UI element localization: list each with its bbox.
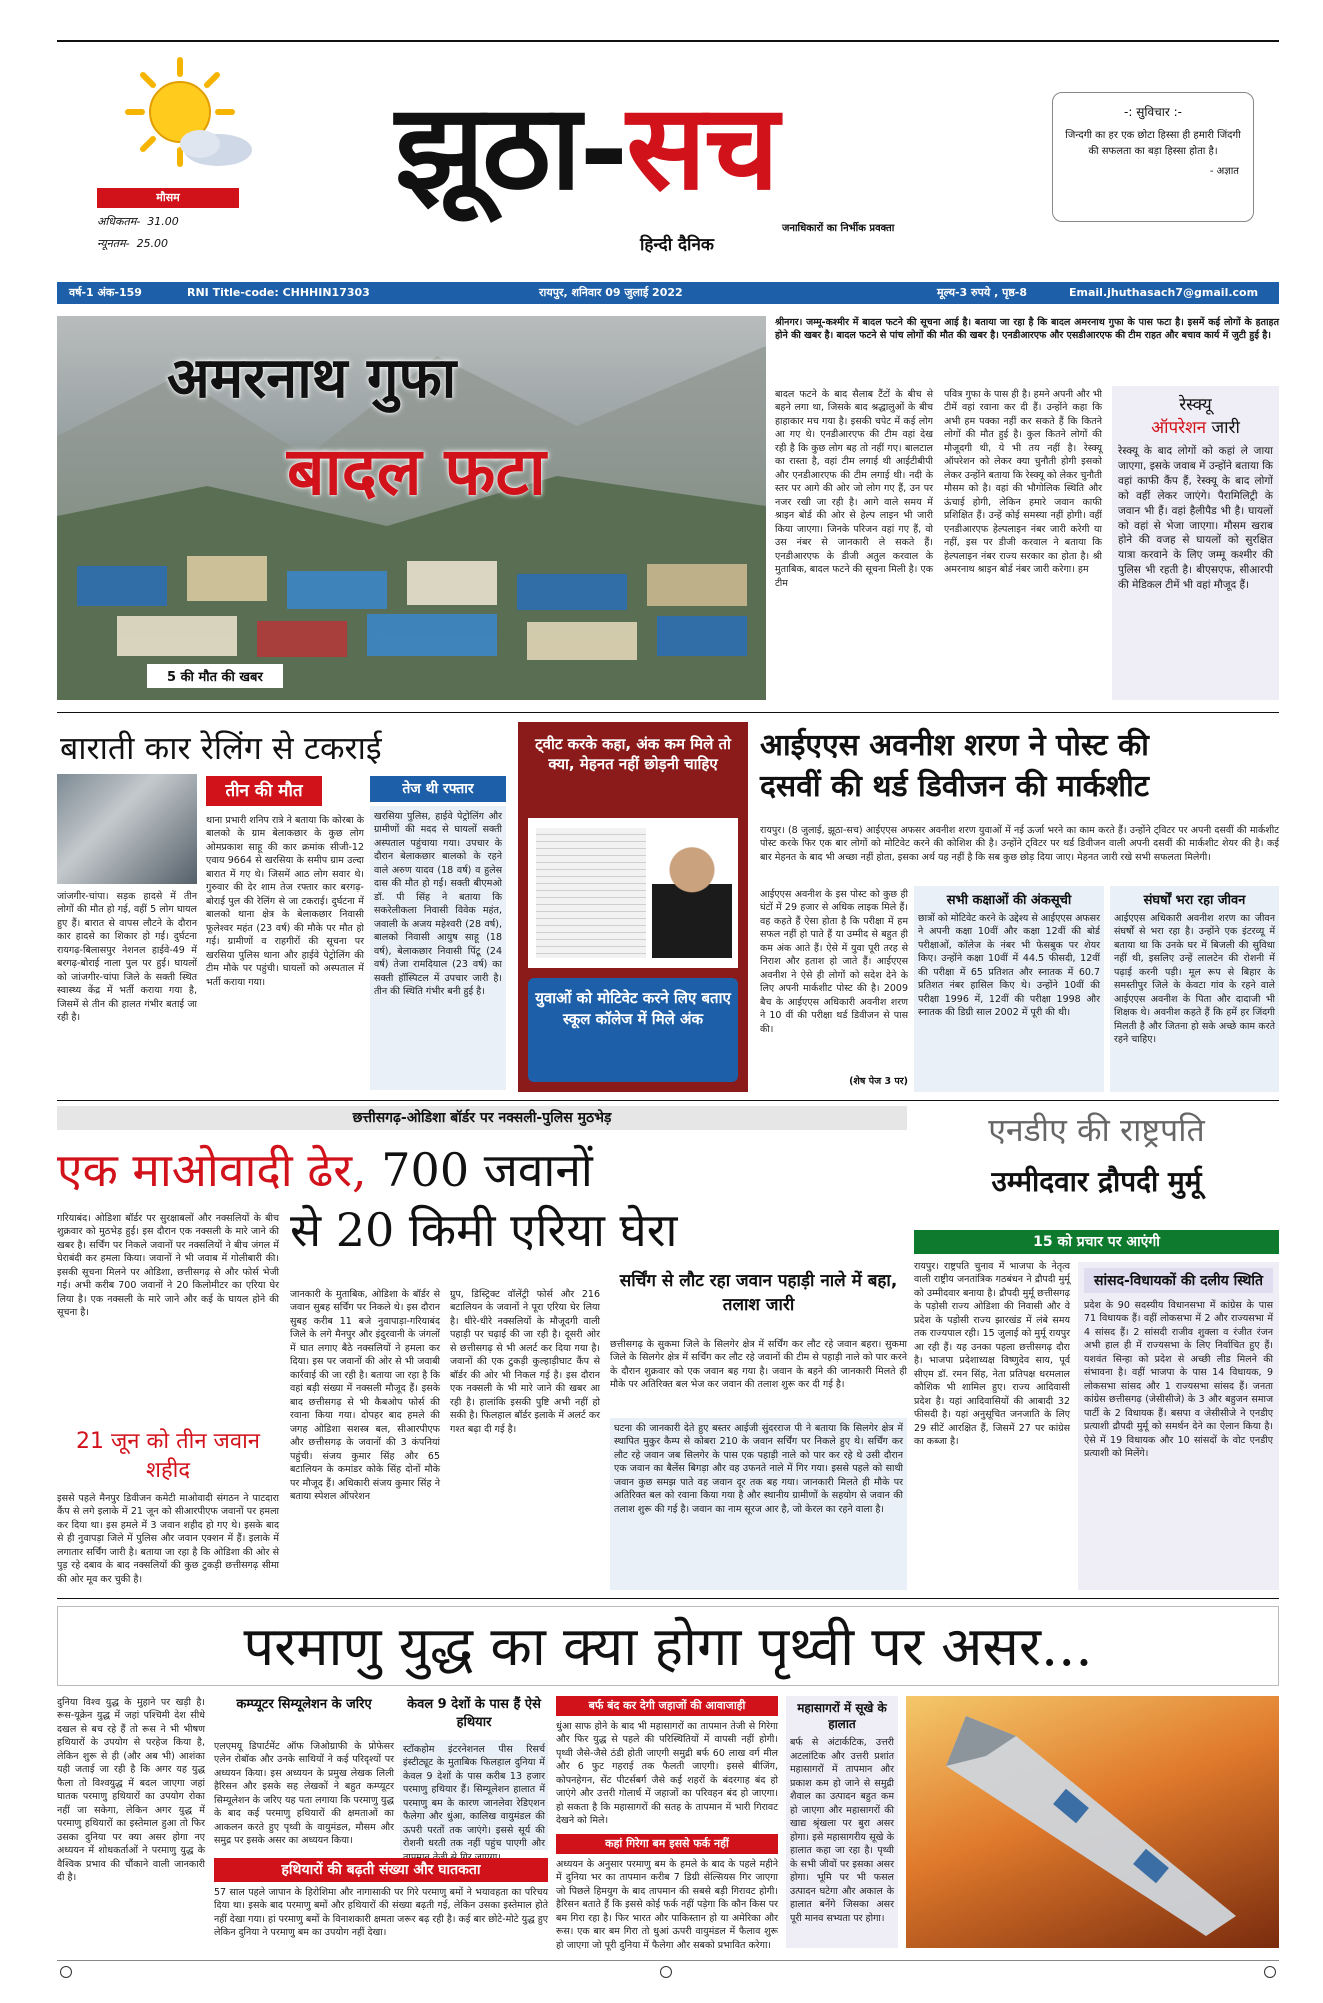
jawan-box — [610, 1418, 907, 1590]
thought-box — [1052, 92, 1254, 222]
thought-text: जिन्दगी का हर एक छोटा हिस्सा ही हमारी जिंदगी की सफलता का बड़ा हिस्सा होता है। — [1065, 130, 1241, 157]
nuclear-sub2-text: स्टॉकहोम इंटरनेशनल पीस रिसर्च इंस्टीट्यूट के मुताबिक फिलहाल दुनिया में केवल 9 देशों के पास करीब 13 हजार परमाणु हथियार हैं। सिम्यूलेशन हालात में परमाणु बम के कारण जानलेवा रेडिएशन फैलेगा और धुंआ, कालिख वायुमंडल की ऊपरी परतों तक जाएंगे। इससे सूर्य की रोशनी धरती तक नहीं पहुंच पाएगी और — [403, 1744, 545, 1850]
car-col-1: जांजगीर-चांपा। सड़क हादसे में तीन लोगों की मौत हो गई, वहीं 5 लोग घायल हुए हैं। बारात से वापस लौटने के दौरान कार हादसे का शिकार हो गई। दुर्घटना रायगढ़-बिलासपुर नेशनल हाईवे-49 में बरगढ़-बोराई नाला पुल पर हुई। घायलों को जांजगीर-चांपा जिले के सक्ती स्थित स्वास्थ्य केंद्र में भर्ती कराया गया है, जिसमें से तीन की हालत गंभीर बताई जा रही है। — [57, 891, 197, 1024]
nuclear-sub6-text: बर्फ से अंटार्कटिक, उत्तरी अटलांटिक और उत्तरी प्रशांत महासागरों में तापमान और प्रकाश कम हो जाने से समुद्री शैवाल का उत्पादन बहुत कम हो जाएगा और महासागरों की खाद्य श्रृंखला पर बुरा असर होगा। इसे महासागरीय सूखे के हालात कहा जा रहा है। पृथ्वी के सभी जीवों पर इसका असर होगा। भूमि पर भी फसल उत्पादन घटेगा और अकाल के हालात बनेंगे जिसका असर पूरी मानव सभ्यता पर होगा। — [790, 1737, 894, 1924]
marksheet-photo — [528, 818, 738, 968]
lead-col-1: बादल फटने के बाद सैलाब टैंटों के बीच से बहने लगा था, जिसके बाद श्रद्धालुओं के बीच हाहाकार मच गया है। इसकी चपेट में कई लोग आ गए थे। एनडीआरएफ की टीम वहां देख रही है कि कुछ लोग बह तो नहीं गए। बालटाल का रास्ता है, वहां टीम लगाई थी आईटीबीपी और एनडीआरएफ की टीम लगाई थी। नदी के स्तर पर आगे की ओर जो लोग गए हैं, उन पर नजर रखी जा रही है। आगे वाले समय में श्राइन बोर्ड की ओर से हेल्प लाइन भी जारी किया जाएगा। जिनके परिजन वहां गए हैं, वो उस नंबर से जानकारी ले सकते हैं। एनडीआरएफ के डीजी अतुल करवाल के मुताबिक, बादल फटने की सूचना मिली है। एक टीम — [775, 389, 933, 589]
rescue-title-1: रेस्क्यू — [1179, 395, 1212, 415]
lead-col-2: पवित्र गुफा के पास ही है। हमने अपनी और भी टीमें वहां रवाना कर दी हैं। उन्होंने कहा कि अभी हम पक्का नहीं कर सकते हैं कि कितने लोगों की मौत हुई है। कुल कितने लोगों की मौजूदगी थी, ये भी तय नहीं है। रेस्क्यू ऑपरेशन को लेकर क्या चुनौती होगी इसको लेकर उन्होंने बताया कि रेस्क्यू को लेकर चुनौती मौसम को है। वहां की भौगोलिक स्थिति और ऊंचाई होगी, लेकिन हमारे जवान काफी प्रशिक्षित हैं। उन्हें कोई समस्या नहीं होगी। वहीं एनडीआरएफ हेल्पलाइन नंबर जारी करेगी या नहीं, इस पर डीजी करवाल ने बताया कि हेल्पलाइन नंबर राज्य सरकार का होता है। श्री अमरनाथ श्राइन बोर्ड नंबर जारी करेगा। हम — [944, 389, 1102, 576]
maoist-mid-col-2: ग्रुप, डिस्ट्रिक्ट वॉलेंट्री फोर्स और 216 बटालियन के जवानों ने पूरा एरिया घेर लिया है। धीरे-धीरे नक्सलियों के मौजूदगी वाली पहाड़ी पर चढ़ाई की जा रही है। दूसरी ओर से छत्तीसगढ़ से भी अलर्ट कर दिया गया है। जवानों की एक टुकड़ी कुल्हाड़ीघाट कैंप से बॉर्डर की ओर भी निकल गई है। इस दौरान एक नक्सली के भी मारे जाने की खबर आ रही है। हालांकि इसकी पुष्टि अभी नहीं हो सकी है। फिलहाल बॉर्डर इलाके में अलर्ट कर गश्त बढ़ा दी गई है। — [450, 1289, 600, 1435]
car-col-2: थाना प्रभारी शनिप रात्रे ने बताया कि कोरबा के बालको के ग्राम बेलाकछार के कुछ लोग ओमप्रकाश साहू की कार क्रमांक सीजी-12 एवाय 9664 से खरसिया के समीप ग्राम उल्दा बारात में गए थे। जिसमें आठ लोग सवार थे। गुरुवार की देर शाम तेज रफ्तार कार बरगढ़-बोराई पुल की रेलिंग से जा टकराई। दुर्घटना में बालको थाना क्षेत्र के बेलाकछार निवासी फूलेश्वर महंत (23 वर्ष) की मौके पर मौत हो गई। ग्रामीणों व राहगीरों की सूचना पर खरसिया पुलिस थाना और हाईवे पेट्रोलिंग की टीम मौके पर पहुंची। घायलों को अस्पताल में भर्ती कराया गया। — [206, 815, 364, 988]
jawan-text-1: छत्तीसगढ़ के सुकमा जिले के सिलगेर क्षेत्र में सर्चिंग कर लौट रहे जवान बहरा। सुकमा जिले के सिलगेर क्षेत्र में सर्चिंग कर लौट रहे जवानों की टीम से पहाड़ी नाले को पार करने के दौरान शुक्रवार को एक जवान बह गया है। जवान के बहने की जानकारी मिलते ही मौके पर अतिरिक्त बल भेज कर जवान की तलाश शुरू कर दी गई है। — [610, 1339, 907, 1391]
nuclear-sub3-title: हथियारों की बढ़ती संख्या और घातकता — [214, 1858, 548, 1882]
nda-headline-1: एनडीए की राष्ट्रपति — [988, 1111, 1205, 1149]
jawan-title: सर्चिंग से लौट रहा जवान पहाड़ी नाले में बहा, तलाश जारी — [619, 1271, 898, 1315]
ias-sub1-box — [914, 886, 1104, 1092]
thought-title: -: सुविचार :- — [1124, 105, 1182, 119]
top-rule — [57, 40, 1279, 42]
ias-col-1: आईएएस अवनीश के इस पोस्ट को कुछ ही घंटों में 29 हजार से अधिक लाइक मिले हैं। वह कहते हैं ऐसा होता है कि परीक्षा में हम सफल नहीं हो पाते हैं या उम्मीद से बहुत ही कम अंक आते हैं। ऐसे में युवा पूरी तरह से निराश और हताश हो जाते हैं। आईएएस अवनीश ने ऐसे ही लोगों को सदेश देने के लिए अपनी मार्कशीट पोस्ट की है। 2009 बैच के आईएएस अधिकारी अवनीश शरण ने 10 वीं की परीक्षा थर्ड डिवीजन से पास की। — [760, 889, 908, 1035]
nuclear-sub4-text: धुंआ साफ होने के बाद भी महासागरों का तापमान तेजी से गिरेगा और फिर युद्ध से पहले की परिस्थितियों में वापसी नहीं होगी। पृथ्वी जैसे-जैसे ठंडी होती जाएगी समुद्री बर्फ 60 लाख वर्ग मील और 6 फुट गहराई तक फैलती जाएगी। इससे बीजिंग, कोपनहेगन, सेंट पीटर्सबर्ग जैसे कई शहरों के बंदरगाह बंद हो जाएंगे और उत्तरी गोलार्ध में जहाजों का परिवहन बंद हो जाएगा। हो सकता है कि महासागरों की सतह के तापमान में भारी गिरावट देखने को मिले। — [556, 1721, 778, 1827]
car-crash-photo — [57, 774, 197, 884]
registration-mark-center-icon — [660, 1966, 672, 1978]
nuclear-sub3-text: 57 साल पहले जापान के हिरोशिमा और नागासाकी पर गिरे परमाणु बमों ने भयावहता का परिचय दिया था। इसके बाद परमाणु बमों और हथियारों की संख्या बढ़ती गई, लेकिन उसका इस्तेमाल होते नहीं देखा गया। हां परमाणु बमों के विनाशकारी क्षमता जरूर बढ़ रही है। कई बार छोटे-मोटे युद्ध हुए लेकिन दुनिया ने परमाणु बम का उपयोग नहीं देखा। — [214, 1887, 548, 1939]
ias-headline-1: आईएएस अवनीश शरण ने पोस्ट की — [760, 728, 1149, 763]
weather-sun-cloud-icon — [100, 52, 260, 182]
price: मूल्य-3 रुपये , पृष्ठ-8 — [937, 286, 1028, 299]
weather-max: अधिकतम- 31.00 — [97, 215, 179, 228]
email: Email.jhuthasach7@gmail.com — [1069, 286, 1259, 299]
nda-headline-2: उम्मीदवार द्रौपदी मुर्मू — [991, 1165, 1202, 1198]
ias-sub1-title: सभी कक्षाओं की अंकसूची — [946, 893, 1072, 908]
ias-continued: (शेष पेज 3 पर) — [849, 1076, 908, 1087]
tweet-box — [518, 722, 748, 1092]
car-headline: बाराती कार रेलिंग से टकराई — [60, 729, 382, 767]
car-col-3: खरसिया पुलिस, हाईवे पेट्रोलिंग और ग्रामीणों की मदद से घायलों सक्ती अस्पताल पहुंचाया गया। उपचार के दौरान बेलाकछार बालको के रहने वाले अरुण यादव (18 वर्ष) व हुलेस दास की मौत हो गई। सक्ती बीएमओ डॉ. पी सिंह ने बताया कि सकरेलीकला निवासी विवेक महंत, जवाली के अजय महेश्वरी (28 वर्ष), बालको निवासी आयुष साहू (18 वर्ष), बेलाकछार निवासी पिंटू (24 वर्ष) तेजा रामदियाल (23 वर्ष) का सक्ती हॉस्पिटल में उपचार जारी है। तीन की स्थिति गंभीर बनी हुई है। — [374, 811, 502, 998]
nda-side-text: प्रदेश के 90 सदस्यीय विधानसभा में कांग्रेस के पास 71 विधायक हैं। वहीं लोकसभा में 2 और राज्यसभा में 4 सांसद हैं। 2 सांसदी राजीव शुक्ला व रंजीत रंजन अभी हाल ही में राज्यसभा के लिए निर्वाचित हुए हैं। यशवंत सिन्हा को प्रदेश से अच्छी लीड मिलने की संभावना है। वहीं भाजपा के पास 14 विधायक, 9 लोकसभा सांसद और 1 राज्यसभा सांसद हैं। जनता कांग्रेस छत्तीसगढ़ (जेसीसीजे) के 3 और बहुजन समाज पार्टी के 2 विधायक हैं। बसपा व जेसीसीजे ने एनडीए प्रत्याशी द्रौपदी मुर्मू को समर्थन देने का ऐलान किया है। ऐसे में 19 विधायक और 10 सांसदों के वोट एनडीए प्रत्याशी को मिलेंगे। — [1084, 1300, 1273, 1460]
rni-code: RNI Title-code: CHHHIN17303 — [187, 286, 370, 299]
rescue-title-2: ऑपरेशन — [1151, 418, 1207, 438]
nda-tag: 15 को प्रचार पर आएंगी — [914, 1230, 1279, 1254]
nuclear-col-1: दुनिया विश्व युद्ध के मुहाने पर खड़ी है। रूस-यूक्रेन युद्ध में जहां पश्चिमी देश सीधे दखल से बच रहे हैं तो रूस ने भी भीषण हथियारों के उपयोग से परहेज किया है, लेकिन शुरू से ही (और अब भी) आशंका यही जताई जा रही है कि अगर यह युद्ध फैला तो विश्वयुद्ध में बदल जाएगा जहां घातक परमाणु हथियारों का उपयोग रोका नहीं जा सकेगा, लेकिन अगर युद्ध में परमाणु हथियारों का इस्तेमाल हुआ तो फिर उसका दुनिया पर क्या असर होगा नए अध्ययन में शोधकर्ताओं ने परमाणु युद्ध के वैश्विक प्रभाव की चौंकाने वाली जानकारी दी है। — [57, 1697, 205, 1884]
ias-sub2-box — [1110, 886, 1279, 1092]
dateline: रायपुर, शनिवार 09 जुलाई 2022 — [539, 286, 683, 299]
lead-photo — [57, 316, 766, 700]
masthead-tagline: जनाधिकारों का निर्भीक प्रवक्ता — [782, 223, 895, 234]
maoist-left-col-2: इससे पहले मैनपुर डिवीजन कमेटी माओवादी संगठन ने पाटदारा कैंप से लगे इलाके में 21 जून को सीआरपीएफ जवानों पर हमला कर दिया था। इस हमले में 3 जवान शहीद हो गए थे। इसके बाद से ही नुवापड़ा जिले में पुलिस और जवान एक्शन में हैं। इलाके में लगातार सर्चिंग जारी है। बताया जा रहा है कि ओडिशा की ओर से पुड़ रहे दबाव के बाद नक्सलियों की कुछ टुकड़ी छत्तीसगढ़ सीमा की ओर मूव कर चुकी है। — [57, 1493, 279, 1585]
registration-mark-left-icon — [60, 1966, 72, 1978]
maoist-headline-1: एक माओवादी ढेर, 700 जवानों — [57, 1143, 593, 1197]
tweet-bottom: युवाओं को मोटिवेट करने लिए बताए स्कूल कॉलेज में मिले अंक — [528, 978, 738, 1082]
section-rule-1 — [57, 712, 1279, 713]
nuclear-sub1-title: कम्प्यूटर सिम्यूलेशन के जरिए — [236, 1697, 372, 1712]
jawan-text-2: घटना की जानकारी देते हुए बस्तर आईजी सुंदरराज पी ने बताया कि सिलगेर क्षेत्र में स्थापित मुकुर कैम्प से कोबरा 210 के जवान सर्चिंग पर निकले हुए थे। सर्चिंग कर लौट रहे जवान जब सिलगेर के पास एक पहाड़ी नाले को पार कर रहे थे उसी दौरान एक जवान का बैलेंस बिगड़ा और वह उफनते नाले में गिर गया। इससे पहले को साथी जवान कुछ समझ पाते वह जवान दूर तक बह गया। जानकारी मिलते ही मौके पर अतिरिक्त बल को रवाना किया गया है और स्थानीय ग्रामीणों के सहयोग से जवान की तलाश शुरू की गई है। जवान का नाम सूरज आर है, जो केरल का रहने वाला है। — [614, 1423, 903, 1515]
officer-photo — [652, 832, 732, 958]
missile-photo — [906, 1696, 1279, 1948]
info-bar — [57, 282, 1279, 304]
ias-headline — [760, 726, 1279, 807]
section-rule-3 — [57, 1598, 1279, 1599]
thought-author: - अज्ञात — [1209, 166, 1239, 177]
maoist-headline-2: से 20 किमी एरिया घेरा — [290, 1203, 678, 1257]
nuclear-sub2-box — [400, 1740, 548, 1850]
maoist-kicker: छत्तीसगढ़-ओडिशा बॉर्डर पर नक्सली-पुलिस मुठभेड़ — [57, 1106, 907, 1130]
registration-mark-right-icon — [1264, 1966, 1276, 1978]
nuclear-sub5-text: अध्ययन के अनुसार परमाणु बम के हमले के बाद के पहले महीने में दुनिया भर का तापमान करीब 7 डिग्री सेल्सियस गिर जाएगा जो पिछले हिमयुग के बाद तापमान की सबसे बड़ी गिरावट होगी। हैरिसन बताते हैं कि इससे कोई फर्क नहीं पड़ेगा कि कौन किस पर बम गिरा रहा है। फिर भारत और पाकिस्तान हो या अमेरिका और रूस। एक बार बम गिरा तो धुआं ऊपरी वायुमंडल में फैलाव शुरू हो जाएगा जो पूरी दुनिया में फैलेगा और सबको प्रभावित करेगा। — [556, 1859, 778, 1951]
masthead-title: झूठा-सच — [395, 77, 778, 216]
ias-sub2-text: आईएएस अधिकारी अवनीश शरण का जीवन संघर्षों से भरा रहा है। उन्होंने एक इंटरव्यू में बताया था कि उनके घर में बिजली की सुविधा नहीं थी, इसलिए उन्हें लालटेन की रोशनी में पढ़ाई करनी पड़ी। मूल रूप से बिहार के समस्तीपुर जिले के केवटा गांव के रहने वाले आईएएस अवनीश के पिता और दादाजी भी शिक्षक थे। अवनीश कहते हैं कि हमें हर जिंदगी मिलती है और जितना हो सके अच्छे काम करते रहने चाहिए। — [1114, 913, 1275, 1046]
section-rule-2 — [57, 1100, 1279, 1101]
car-col-3-box — [370, 806, 506, 1090]
masthead-subtitle: हिन्दी दैनिक — [640, 235, 714, 255]
rescue-title-3: जारी — [1211, 418, 1240, 438]
weather-label: मौसम — [97, 188, 239, 208]
nuclear-sub2-title: केवल 9 देशों के पास हैं ऐसे हथियार — [407, 1697, 541, 1731]
maoist-sub-title: 21 जून को तीन जवान शहीद — [75, 1429, 260, 1483]
nuclear-headline: परमाणु युद्ध का क्या होगा पृथ्वी पर असर... — [57, 1606, 1279, 1686]
nuclear-sub6-box — [786, 1696, 898, 1948]
nuclear-sub6-title: महासागरों में सूखे के हालात — [797, 1701, 887, 1732]
weather-min: न्यूनतम- 25.00 — [97, 237, 169, 250]
marksheet-image — [536, 828, 646, 958]
tweet-headline: ट्वीट करके कहा, अंक कम मिले तो क्या, मेहनत नहीं छोड़नी चाहिए — [535, 735, 731, 774]
nda-side-box — [1078, 1262, 1279, 1590]
maoist-mid-col-1: जानकारी के मुताबिक, ओडिशा के बॉर्डर से जवान सुबह सर्चिंग पर निकले थे। इस दौरान सुबह करीब 11 बजे नुवापाड़ा-गरियाबंद जिले के लगे मैनपुर और इंदुरवानी के जंगलों में घात लगाए बैठे नक्सलियों ने हमला कर दिया। इस पर जवानों की ओर से भी जवाबी कार्रवाई की जा रही है। बताया जा रहा है कि वहां बड़ी संख्या में नक्सली मौजूद हैं। इसके बाद छत्तीसगढ़ से भी कैबओप फोर्स की रवाना किया गया। दोपहर बाद हमले की जगह ओडिशा सशस्त्र बल, सीआरपीएफ और छत्तीसगढ़ के जवानों की 3 कंपनियां पहुंची। संजय कुमार सिंह और 65 बटालियन के कमांडर कोके सिंह दोनों मौके पर मौजूद हैं। अधिकारी संजय कुमार सिंह ने बताया स्पेशल ऑपरेशन — [290, 1289, 440, 1503]
ias-headline-2: दसवीं की थर्ड डिवीजन की मार्कशीट — [760, 768, 1149, 804]
photo-caption: 5 की मौत की खबर — [147, 664, 283, 688]
issue-number: वर्ष-1 अंक-159 — [69, 286, 142, 299]
ias-intro: रायपुर। (8 जुलाई, झूठा-सच) आईएएस अफसर अवनीश शरण युवाओं में नई ऊर्जा भरने का काम करते हैं। उन्होंने ट्विटर पर अपनी दसवीं की मार्कशीट पोस्ट करके फिर एक बार लोगों को मोटिवेट करने की कोशिश की है। उन्होंने ट्विटर पर थर्ड डिवीजन वाली अपनी दसवीं की मार्कशीट शेयर की है। कई बार मेहनत के बाद भी अच्छा नहीं होता, इसका अर्थ यह नहीं है कि सब कुछ छोड़ दिया जाए। मेहनत जारी रखे सभी सफलता मिलेगी। — [760, 825, 1279, 863]
lead-title-1: अमरनाथ गुफा — [167, 345, 457, 411]
maoist-left-col: गरियाबंद। ओडिशा बॉर्डर पर सुरक्षाबलों और नक्सलियों के बीच शुक्रवार को मुठभेड़ हुई। इस दौरान एक नक्सली के मारे जाने की खबर है। सर्चिंग पर निकले जवानों पर नक्सलियों ने बीच जंगल में घेराबंदी कर हमला किया। जवानों ने भी जवाब में गोलीबारी की। इसकी सूचना मिलने पर ओडिशा, छत्तीसगढ़ से और फोर्स भेजी गई। अभी करीब 700 जवानों ने 20 किलोमीटर का एरिया घेर लिया है। एक नक्सली के मारे जाने और कई के घायल होने की सूचना है। — [57, 1213, 279, 1319]
car-tag-speed: तेज थी रफ्तार — [370, 776, 506, 802]
lead-intro: श्रीनगर। जम्मू-कश्मीर में बादल फटने की सूचना आई है। बताया जा रहा है कि बादल अमरनाथ गुफा के पास फटा है। इसमें कई लोगों के हताहत होने की खबर है। बादल फटने से पांच लोगों की मौत की खबर है। एनडीआरएफ और एसडीआरएफ की टीम राहत और बचाव कार्य में जुटी हुई है। — [775, 317, 1279, 342]
bottom-rule — [57, 1960, 1279, 1961]
nuclear-sub5-title: कहां गिरेगा बम इससे फर्क नहीं — [556, 1834, 778, 1854]
ias-sub2-title: संघर्षों भरा रहा जीवन — [1143, 893, 1246, 908]
rescue-text: रेस्क्यू के बाद लोगों को कहां ले जाया जाएगा, इसके जवाब में उन्होंने बताया कि वहां काफी कैंप हैं, रेस्क्यू के बाद लोगों को वहीं लेकर जाएंगे। पैरामिलिट्री के जवान भी हैं। वहां हैलीपैड भी है। घायलों को वहां से भेजा जाएगा। मौसम खराब होने की वजह से घायलों को सुरक्षित यात्रा करवाने के लिए जम्मू कश्मीर की पुलिस भी रहती है। बीएसएफ, सीआरपी की मेडिकल टीमें भी वहां मौजूद हैं। — [1118, 445, 1273, 592]
nuclear-sub1-text: एलएमयू डिपार्टमेंट ऑफ जिओग्राफी के प्रोफेसर एलेन रोबॉक और उनके साथियों ने कई परिदृश्यों पर अध्ययन किया। इस अध्ययन के प्रमुख लेखक लिली हैरिसन और इसके सह लेखकों ने बहुत कम्प्यूटर सिम्यूलेशन के जरिए यह पता लगाया कि परमाणु युद्ध के बाद कई परमाणु हथियारों की क्षमताओं का आकलन करते हुए पृथ्वी के वायुमंडल, मौसम और समुद्र पर इसके असर का अध्ययन किया। — [214, 1741, 394, 1847]
nda-side-title: सांसद-विधायकों की दलीय स्थिति — [1084, 1268, 1273, 1293]
nda-text: रायपुर। राष्ट्रपति चुनाव में भाजपा के नेतृत्व वाली राष्ट्रीय जनतांत्रिक गठबंधन ने द्रौपदी मुर्मू को उम्मीदवार बनाया है। द्रौपदी मुर्मू छत्तीसगढ़ के पड़ोसी राज्य ओडिशा की निवासी और वे प्रदेश के पड़ोसी राज्य झारखंड में लंबे समय तक राज्यपाल रही। 15 जुलाई को मुर्मू रायपुर आ रही हैं। यह उनका पहला छत्तीसगढ़ दौरा है। भाजपा प्रदेशाध्यक्ष विष्णुदेव साय, पूर्व सीएम डॉ. रमन सिंह, नेता प्रतिपक्ष धरमलाल कौशिक भी शामिल हुए। राज्य आदिवासी प्रदेश है। यहां आदिवासियों की आबादी 32 फीसदी है। यहां अनुसूचित जनजाति के लिए 29 सीटें आरक्षित हैं, जिसमें 27 पर कांग्रेस का कब्जा है। — [914, 1261, 1070, 1448]
ias-sub1-text: छात्रों को मोटिवेट करने के उद्देश्य से आईएएस अफसर ने अपनी कक्षा 10वीं और कक्षा 12वीं की बोर्ड परीक्षाओं, कॉलेज के नंबर भी फेसबुक पर शेयर किए। उन्होंने कक्षा 10वीं में 44.5 फीसदी, 12वीं की परीक्षा में 65 प्रतिशत और स्नातक में 60.7 प्रतिशत नंबर हासिल किए थे। उन्होंने 10वीं की परीक्षा 1996 में, 12वीं की परीक्षा 1998 और स्नातक की डिग्री साल 2002 में पूरी की थी। — [918, 913, 1100, 1019]
lead-title-2: बादल फटा — [287, 432, 546, 510]
car-tag-deaths: तीन की मौत — [206, 776, 322, 806]
nuclear-sub4-title: बर्फ बंद कर देगी जहाजों की आवाजाही — [556, 1696, 778, 1716]
rescue-box — [1112, 386, 1279, 700]
